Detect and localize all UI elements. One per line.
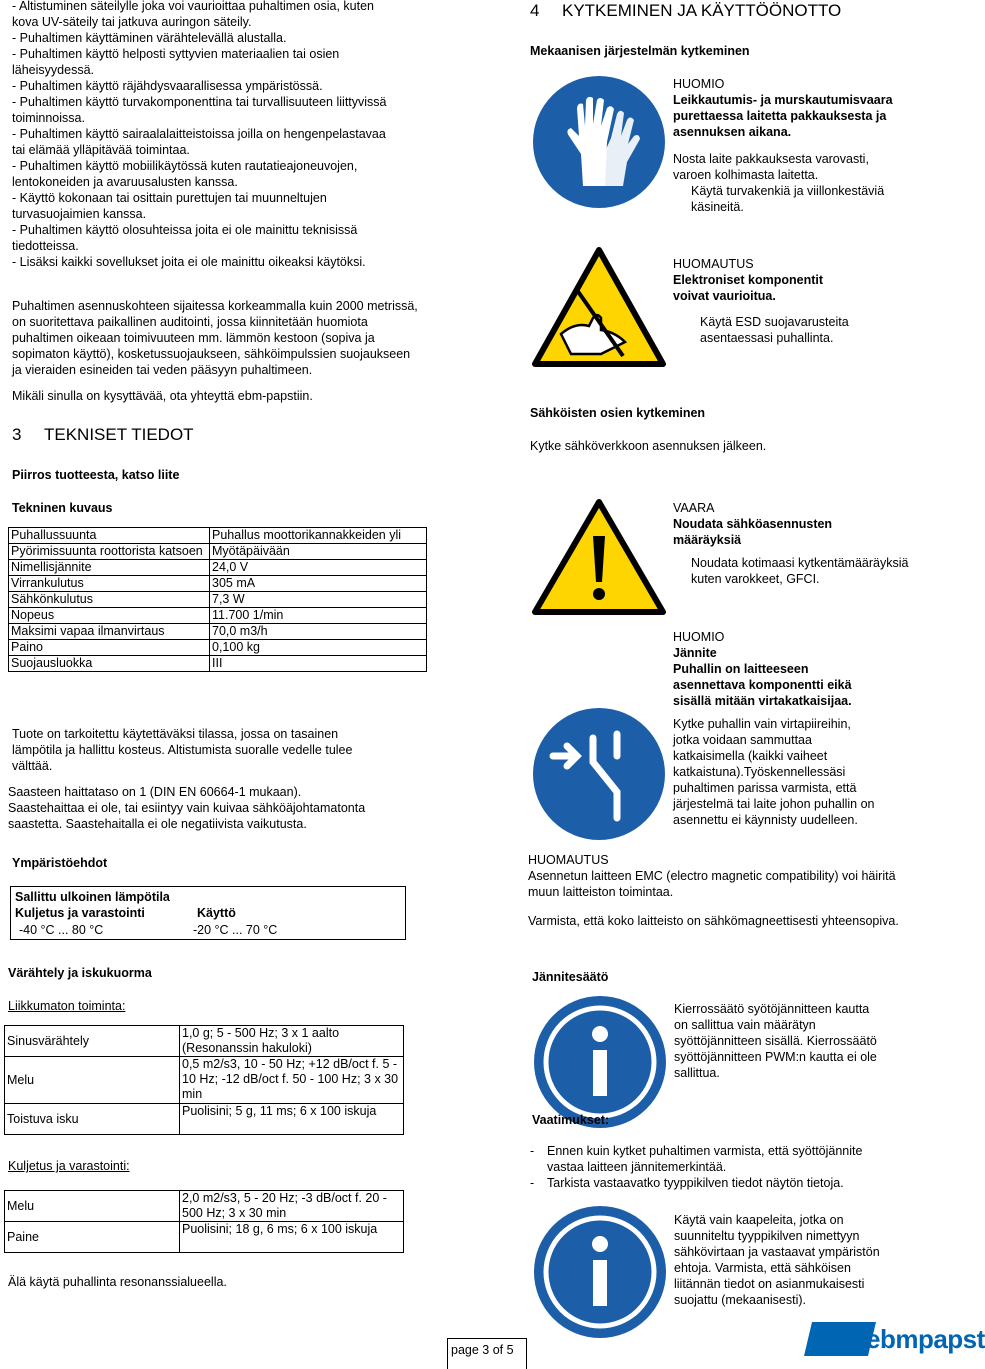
pollution-paragraph — [8, 784, 365, 832]
danger-notice — [673, 500, 908, 587]
product-line-2: välttää. — [12, 759, 53, 773]
row-label: Sähkönkulutus — [9, 592, 210, 608]
req-item — [530, 1159, 862, 1175]
row-label: Virrankulutus — [9, 576, 210, 592]
req-text: Tarkista vastaavatko tyyppikilven tiedot näytön tietoja. — [547, 1176, 844, 1190]
row-value: 305 mA — [210, 576, 427, 592]
env-title: Ympäristöehdot — [12, 856, 108, 870]
list-line-13: turvasuojaimien kanssa. — [12, 207, 147, 221]
notice3-text-1: jotka voidaan sammuttaa — [673, 733, 812, 747]
row-value: 11.700 1/min — [210, 608, 427, 624]
table-row — [5, 1057, 404, 1104]
row-value: 7,3 W — [210, 592, 427, 608]
vib-title: Värähtely ja iskukuorma — [8, 966, 152, 980]
table-row — [9, 592, 427, 608]
voltage-text-0: Kierrossäätö syötöjännitteen kautta — [674, 1002, 870, 1016]
esd-icon — [531, 246, 667, 370]
row-label: Puhallussuunta — [9, 528, 210, 544]
req-title: Vaatimukset: — [532, 1113, 610, 1127]
notice1-bold-2: asennuksen aikana. — [673, 125, 792, 139]
pollution-line-0: Saasteen haittataso on 1 (DIN EN 60664-1 mukaan). — [8, 785, 302, 799]
row-label: Sinusvärähtely — [5, 1026, 180, 1057]
req-list — [530, 1143, 862, 1191]
req-bullet: - — [530, 1176, 535, 1190]
row-label: Nimellisjännite — [9, 560, 210, 576]
elec-text: Kytke sähköverkkoon asennuksen jälkeen. — [530, 439, 767, 453]
req-text: vastaa laitteen jännitemerkintää. — [547, 1160, 727, 1174]
notice1-text-0: Nosta laite pakkauksesta varovasti, — [673, 152, 869, 166]
tech-desc-title: Tekninen kuvaus — [12, 501, 113, 515]
disconnect-icon — [531, 706, 667, 842]
table-row — [9, 576, 427, 592]
notice3-bold-3: sisällä mitään virtakatkaisijaa. — [673, 694, 852, 708]
notice3-bold-0: Jännite — [673, 646, 717, 660]
row-label: Toistuva isku — [5, 1104, 180, 1135]
row-value: Puhallus moottorikannakkeiden yli — [210, 528, 427, 544]
gloves-icon — [531, 74, 667, 210]
list-line-11: lentokoneiden ja avaruusalusten kanssa. — [12, 175, 238, 189]
emc-check: Varmista, että koko laitteisto on sähkömagneettisesti yhteensopiva. — [528, 914, 899, 928]
notice2-bold-0: Elektroniset komponentit — [673, 273, 824, 287]
info-icon — [532, 1204, 668, 1340]
danger-title: VAARA — [673, 501, 715, 515]
row-value: 70,0 m3/h — [210, 624, 427, 640]
req-item — [530, 1143, 862, 1159]
ebmpapst-logo — [808, 1316, 985, 1362]
danger-bold-0: Noudata sähköasennusten — [673, 517, 833, 531]
emc-line-0: Asennetun laitteen EMC (electro magnetic compatibility) voi häiritä — [528, 869, 896, 883]
row-label: Pyörimissuunta roottorista katsoen — [9, 544, 210, 560]
install-line-0: Puhaltimen asennuskohteen sijaitessa korkeammalla kuin 2000 metrissä, — [12, 299, 418, 313]
table-row — [5, 1222, 404, 1253]
notice3-text-3: katkaistuna).Työskennellessäsi — [673, 765, 846, 779]
cable-text-4: liitännän tiedot on asianmukaisesti — [674, 1277, 865, 1291]
cable-text-0: Käytä vain kaapeleita, jotka on — [674, 1213, 844, 1227]
req-item — [530, 1175, 862, 1191]
notice1 — [673, 76, 893, 215]
table-row — [5, 1026, 404, 1057]
cable-text-5: suojattu (mekaanisesti). — [674, 1293, 807, 1307]
table-row — [9, 560, 427, 576]
row-label: Maksimi vapaa ilmanvirtaus — [9, 624, 210, 640]
list-line-1: kova UV-säteily tai jatkuva auringon säteily. — [12, 15, 252, 29]
row-label: Melu — [5, 1191, 180, 1222]
list-line-4: läheisyydessä. — [12, 63, 94, 77]
vib-operation-table — [4, 1025, 404, 1135]
list-line-10: - Puhaltimen käyttö mobiilikäytössä kuten rautatieajoneuvojen, — [12, 159, 358, 173]
notice3-text-2: katkaisimella (kaikki vaiheet — [673, 749, 828, 763]
section-4-heading: 4 KYTKEMINEN JA KÄYTTÖÖNOTTO — [530, 1, 842, 20]
env-col1: Kuljetus ja varastointi — [15, 906, 145, 920]
notice1-text2-0: Käytä turvakenkiä ja viillonkestäviä — [691, 184, 885, 198]
cable-text-2: sähkövirtaan ja vastaavat ympäristön — [674, 1245, 880, 1259]
emc-title: HUOMAUTUS — [528, 853, 609, 867]
page-number-box — [447, 1338, 527, 1369]
row-value: 1,0 g; 5 - 500 Hz; 3 x 1 aalto (Resonanssin hakuloki) — [180, 1026, 404, 1057]
notice2-title: HUOMAUTUS — [673, 257, 754, 271]
notice3-text-6: asennettu ei käynnisty uudelleen. — [673, 813, 858, 827]
notice3-text-4: puhaltimen parissa varmista, että — [673, 781, 857, 795]
notice1-text-1: varoen kolhimasta laitetta. — [673, 168, 819, 182]
list-line-12: - Käyttö kokonaan tai osittain purettujen tai muunneltujen — [12, 191, 327, 205]
row-label: Nopeus — [9, 608, 210, 624]
row-label: Paino — [9, 640, 210, 656]
notice2 — [673, 256, 849, 346]
list-line-15: tiedotteissa. — [12, 239, 79, 253]
install-line-4: ja vieraiden esineiden tai veden pääsyyn puhaltimeen. — [12, 363, 313, 377]
install-line-1: on suoritettava paikallinen auditointi, jossa kiinnitetään huomiota — [12, 315, 368, 329]
env-col2: Käyttö — [197, 906, 236, 920]
list-line-5: - Puhaltimen käyttö räjähdysvaarallisessa ympäristössä. — [12, 79, 323, 93]
list-line-8: - Puhaltimen käyttö sairaalalaitteistoissa joilla on hengenpelastavaa — [12, 127, 386, 141]
list-line-2: - Puhaltimen käyttäminen värähtelevällä alustalla. — [12, 31, 287, 45]
row-value: III — [210, 656, 427, 672]
env-val2: -20 °C ... 70 °C — [193, 923, 278, 937]
list-line-7: toiminnoissa. — [12, 111, 85, 125]
row-value: 0,100 kg — [210, 640, 427, 656]
emc-line-1: muun laitteiston toimintaa. — [528, 885, 674, 899]
table-row — [5, 1191, 404, 1222]
logo-wordmark: ebmpapst — [866, 1324, 985, 1354]
row-label: Suojausluokka — [9, 656, 210, 672]
install-line-3: sopimaton käyttö), kosketussuojaukseen, sähköimpulssien suojaukseen — [12, 347, 411, 361]
install-line-2: puhaltimen oikeaan toimivuuteen mm. lämmön kestoon (sopiva ja — [12, 331, 375, 345]
table-row — [9, 656, 427, 672]
row-value: Myötäpäivään — [210, 544, 427, 560]
table-row — [9, 528, 427, 544]
notice3-title: HUOMIO — [673, 630, 725, 644]
info-icon — [532, 994, 668, 1130]
contact-text: Mikäli sinulla on kysyttävää, ota yhteyttä ebm-papstiin. — [12, 389, 313, 403]
req-text: Ennen kuin kytket puhaltimen varmista, että syöttöjännite — [547, 1144, 863, 1158]
vib-operation-title: Liikkumaton toiminta: — [8, 999, 126, 1013]
voltage-text-1: on sallittua vain määrätyn — [674, 1018, 816, 1032]
env-header: Sallittu ulkoinen lämpötila — [15, 890, 170, 904]
notice3-bold-2: asennettava komponentti eikä — [673, 678, 852, 692]
vib-transport-table — [4, 1190, 404, 1253]
cable-text-1: suunniteltu tyyppikilven nimettyyn — [674, 1229, 860, 1243]
vib-transport-title: Kuljetus ja varastointi: — [8, 1159, 130, 1173]
notice2-text-0: Käytä ESD suojavarusteita — [700, 315, 849, 329]
pollution-line-1: Saastehaittaa ei ole, tai esiintyy vain kuivaa sähköäjohtamatonta — [8, 801, 366, 815]
product-paragraph — [12, 726, 352, 774]
cable-text — [674, 1212, 880, 1308]
table-row — [9, 640, 427, 656]
notice3-bold-1: Puhallin on laitteeseen — [673, 662, 809, 676]
notice1-text2-1: käsineitä. — [691, 200, 744, 214]
page-number: page 3 of 5 — [451, 1343, 514, 1357]
row-value: Puolisini; 5 g, 11 ms; 6 x 100 iskuja — [180, 1104, 404, 1135]
mech-title: Mekaanisen järjestelmän kytkeminen — [530, 44, 750, 58]
voltage-text-3: syöttöjännitteen PWM:n kautta ei ole — [674, 1050, 877, 1064]
table-row — [5, 1104, 404, 1135]
table-row — [9, 544, 427, 560]
env-val1: -40 °C ... 80 °C — [19, 923, 104, 937]
list-line-0: - Altistuminen säteilylle joka voi vaurioittaa puhaltimen osia, kuten — [12, 0, 374, 13]
env-box — [10, 886, 406, 940]
spec-table — [8, 527, 427, 672]
drawing-note: Piirros tuotteesta, katso liite — [12, 468, 180, 482]
vib-note: Älä käytä puhallinta resonanssialueella. — [8, 1275, 227, 1289]
notice3-text-5: järjestelmä tai laite johon puhallin on — [673, 797, 875, 811]
list-line-3: - Puhaltimen käyttö helposti syttyvien materiaalien tai osien — [12, 47, 340, 61]
notice2-bold-1: voivat vaurioitua. — [673, 289, 776, 303]
warning-triangle-icon — [531, 498, 667, 618]
voltage-text-4: sallittua. — [674, 1066, 720, 1080]
req-bullet: - — [530, 1144, 535, 1158]
voltage-title: Jännitesäätö — [532, 970, 609, 984]
notice3-text-0: Kytke puhallin vain virtapiireihin, — [673, 717, 851, 731]
notice1-bold-1: purettaessa laitetta pakkauksesta ja — [673, 109, 887, 123]
list-line-14: - Puhaltimen käyttö olosuhteissa joita ei ole mainittu teknisissä — [12, 223, 358, 237]
row-value: 24,0 V — [210, 560, 427, 576]
row-label: Paine — [5, 1222, 180, 1253]
list-line-9: tai elämää ylläpitävää toimintaa. — [12, 143, 190, 157]
table-row — [9, 608, 427, 624]
row-value: 2,0 m2/s3, 5 - 20 Hz; -3 dB/oct f. 20 - 500 Hz; 3 x 30 min — [180, 1191, 404, 1222]
product-line-1: lämpötila ja hallittu kosteus. Altistumista suoralle vedelle tulee — [12, 743, 353, 757]
prohibited-uses-list — [12, 0, 387, 270]
row-label: Melu — [5, 1057, 180, 1104]
installation-paragraph — [12, 298, 418, 378]
pollution-line-2: saastetta. Saastehaitalla ei ole negatiivista vaikutusta. — [8, 817, 307, 831]
product-line-0: Tuote on tarkoitettu käytettäväksi tilassa, jossa on tasainen — [12, 727, 339, 741]
danger-text-1: kuten varokkeet, GFCI. — [691, 572, 820, 586]
elec-title: Sähköisten osien kytkeminen — [530, 406, 706, 420]
notice2-text-1: asentaessasi puhallinta. — [700, 331, 834, 345]
list-line-6: - Puhaltimen käyttö turvakomponenttina tai turvallisuuteen liittyvissä — [12, 95, 387, 109]
cable-text-3: ehtoja. Varmista, että sähköisen — [674, 1261, 851, 1275]
voltage-text-2: syöttöjännitteen sisällä. Kierrossäätö — [674, 1034, 877, 1048]
table-row — [9, 624, 427, 640]
list-line-16: - Lisäksi kaikki sovellukset joita ei ole mainittu oikeaksi käytöksi. — [12, 255, 366, 269]
section-3-heading: 3 TEKNISET TIEDOT — [12, 425, 194, 444]
row-value: 0,5 m2/s3, 10 - 50 Hz; +12 dB/oct f. 5 - 10 Hz; -12 dB/oct f. 50 - 100 Hz; 3 x 30 min — [180, 1057, 404, 1104]
voltage-text — [674, 1001, 877, 1081]
notice3 — [673, 629, 875, 828]
danger-bold-1: määräyksiä — [673, 533, 742, 547]
notice1-bold-0: Leikkautumis- ja murskautumisvaara — [673, 93, 893, 107]
danger-text-0: Noudata kotimaasi kytkentämääräyksiä — [691, 556, 909, 570]
notice1-title: HUOMIO — [673, 77, 725, 91]
emc-notice — [528, 852, 899, 929]
row-value: Puolisini; 18 g, 6 ms; 6 x 100 iskuja — [180, 1222, 404, 1253]
